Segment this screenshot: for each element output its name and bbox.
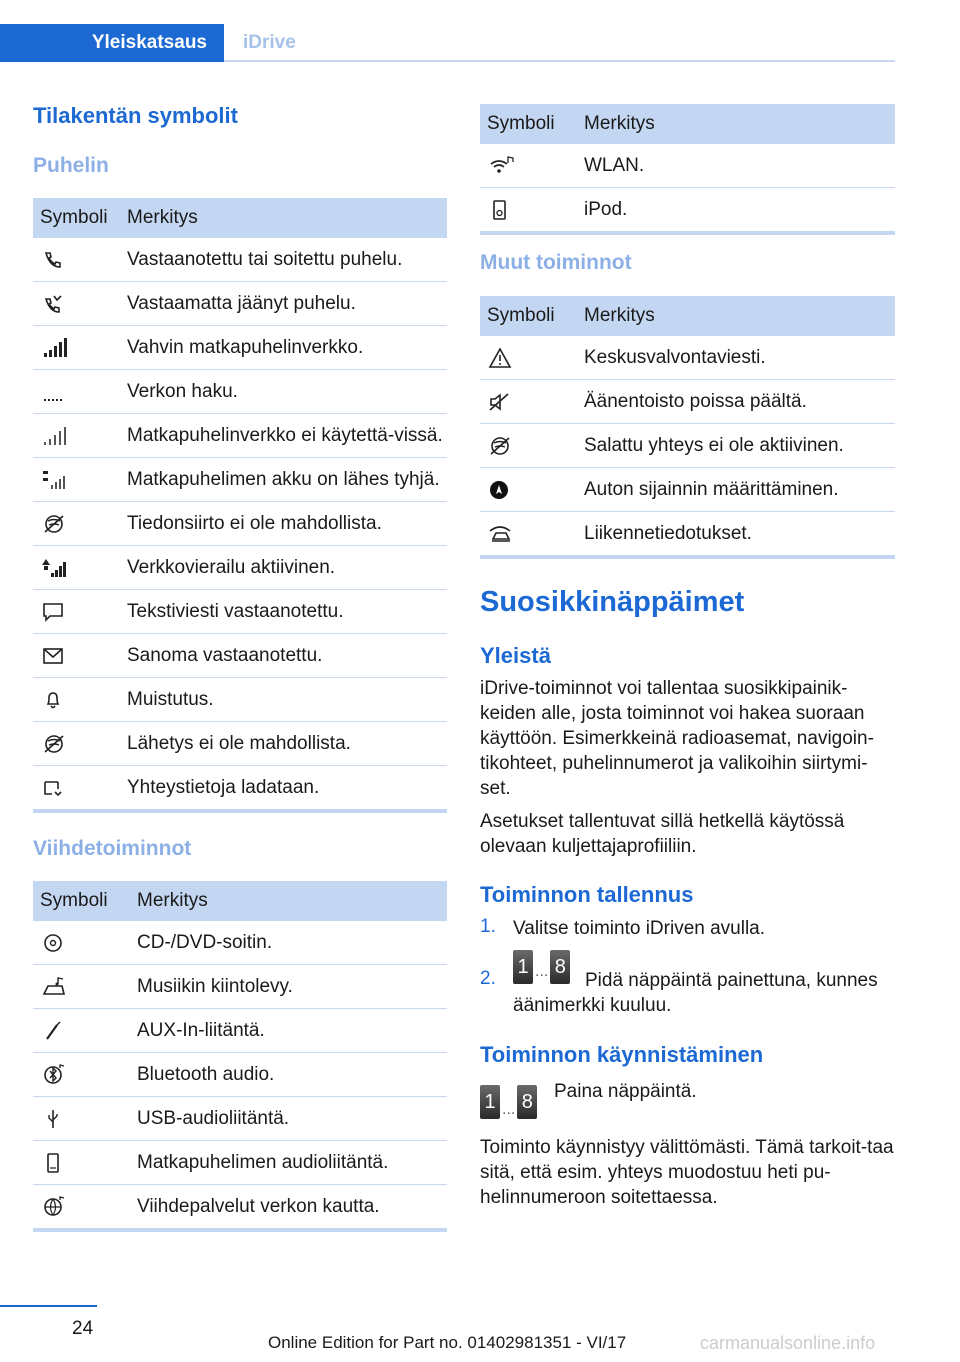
phone-symbol-table	[33, 198, 447, 813]
column-header-symbol: Symboli	[33, 881, 130, 921]
wlan-icon	[487, 155, 515, 177]
text-message-icon	[40, 601, 68, 623]
table-row	[33, 1141, 447, 1185]
tab-yleiskatsaus[interactable]: Yleiskatsaus	[0, 24, 224, 62]
row-meaning: Matkapuhelimen akku on lähes tyhjä.	[120, 458, 447, 502]
table-row	[33, 414, 447, 458]
media-symbol-table	[480, 104, 895, 235]
music-harddisk-icon	[40, 976, 68, 998]
row-meaning: Vastaamatta jäänyt puhelu.	[120, 282, 447, 326]
location-icon	[487, 479, 515, 501]
step-number: 2.	[480, 968, 496, 989]
row-meaning: Muistutus.	[120, 678, 447, 722]
roaming-icon	[40, 557, 68, 579]
table-row	[33, 502, 447, 546]
low-battery-icon	[40, 469, 68, 491]
row-meaning: Vastaanotettu tai soitettu puhelu.	[120, 238, 447, 282]
step-text: Pidä näppäintä painettuna, kunnes äänimerkki kuuluu.	[513, 970, 878, 1016]
table-row	[33, 282, 447, 326]
bell-icon	[40, 689, 68, 711]
start-text: Paina näppäintä.	[554, 1081, 697, 1102]
table-row	[480, 424, 895, 468]
usb-icon	[40, 1108, 68, 1130]
entertainment-heading: Viihdetoiminnot	[33, 837, 192, 860]
edition-text: Online Edition for Part no. 01402981351 - VI/17	[268, 1333, 627, 1352]
table-row	[33, 590, 447, 634]
general-heading: Yleistä	[480, 643, 551, 668]
disc-icon	[40, 932, 68, 954]
table-row	[480, 336, 895, 380]
column-header-meaning: Merkitys	[120, 198, 447, 238]
table-row	[33, 546, 447, 590]
transfer-disabled-icon	[40, 513, 68, 535]
column-header-meaning: Merkitys	[577, 296, 895, 336]
phone-audio-icon	[40, 1152, 68, 1174]
table-row	[480, 144, 895, 188]
row-meaning: Verkkovierailu aktiivinen.	[120, 546, 447, 590]
traffic-info-icon	[487, 523, 515, 545]
header-bar	[0, 0, 960, 62]
row-meaning: Salattu yhteys ei ole aktiivinen.	[577, 424, 895, 468]
row-meaning: Viihdepalvelut verkon kautta.	[130, 1185, 447, 1231]
watermark: carmanualsonline.info	[700, 1333, 876, 1353]
row-meaning: AUX-In-liitäntä.	[130, 1009, 447, 1053]
favorites-intro-paragraph: iDrive-toiminnot voi tallentaa suosikkipainik-keiden alle, josta toiminnot voi hakea suoraan käyttöön. Esimerkkeinä radioasemat, navigoin-tikohteet, puhelinnumerot ja valikoihin siirtymi-set.	[480, 678, 874, 799]
column-header-symbol: Symboli	[33, 198, 120, 238]
table-row	[33, 965, 447, 1009]
table-row	[480, 380, 895, 424]
table-row	[33, 326, 447, 370]
entertainment-symbol-table	[33, 881, 447, 1232]
step-text: Valitse toiminto iDriven avulla.	[513, 918, 766, 939]
footer-divider	[0, 1305, 97, 1307]
table-row	[33, 678, 447, 722]
bluetooth-audio-icon	[40, 1064, 68, 1086]
table-row	[33, 766, 447, 812]
row-meaning: Yhteystietoja ladataan.	[120, 766, 447, 812]
row-meaning: Bluetooth audio.	[130, 1053, 447, 1097]
start-function-heading: Toiminnon käynnistäminen	[480, 1042, 764, 1067]
row-meaning: Vahvin matkapuhelinverkko.	[120, 326, 447, 370]
table-row	[33, 1185, 447, 1231]
table-row	[33, 458, 447, 502]
no-network-icon	[40, 425, 68, 447]
table-row	[33, 238, 447, 282]
row-meaning: Sanoma vastaanotettu.	[120, 634, 447, 678]
table-row	[480, 468, 895, 512]
row-meaning: Keskusvalvontaviesti.	[577, 336, 895, 380]
other-functions-heading: Muut toiminnot	[480, 251, 632, 274]
network-search-icon	[40, 381, 68, 403]
encryption-off-icon	[487, 435, 515, 457]
row-meaning: Musiikin kiintolevy.	[130, 965, 447, 1009]
contacts-loading-icon	[40, 777, 68, 799]
row-meaning: Matkapuhelimen audioliitäntä.	[130, 1141, 447, 1185]
step-number: 1.	[480, 916, 496, 937]
favorites-title: Suosikkinäppäimet	[480, 586, 745, 618]
start-keys	[480, 1085, 537, 1119]
favorite-key-1[interactable]: 1	[480, 1085, 500, 1119]
send-disabled-icon	[40, 733, 68, 755]
row-meaning: Verkon haku.	[120, 370, 447, 414]
page-number: 24	[72, 1318, 94, 1339]
table-row	[480, 188, 895, 234]
save-function-heading: Toiminnon tallennus	[480, 882, 694, 907]
table-row	[33, 1009, 447, 1053]
table-row	[33, 370, 447, 414]
online-entertainment-icon	[40, 1196, 68, 1218]
column-header-meaning: Merkitys	[577, 104, 895, 144]
aux-plug-icon	[40, 1020, 68, 1042]
row-meaning: CD-/DVD-soitin.	[130, 921, 447, 965]
table-row	[480, 512, 895, 558]
other-symbol-table	[480, 296, 895, 559]
header-divider	[224, 60, 895, 62]
row-meaning: Matkapuhelinverkko ei käytettä-vissä.	[120, 414, 447, 458]
signal-strength-icon	[40, 337, 68, 359]
envelope-icon	[40, 645, 68, 667]
start-explanation-paragraph: Toiminto käynnistyy välittömästi. Tämä tarkoit-taa sitä, että esim. yhteys muodostuu heti pu-helinnumeroon soitettaessa.	[480, 1137, 894, 1208]
warning-triangle-icon	[487, 347, 515, 369]
table-row	[33, 722, 447, 766]
section-title-status-symbols: Tilakentän symbolit	[33, 103, 238, 128]
ipod-icon	[487, 199, 515, 221]
phone-handset-icon	[40, 249, 68, 271]
key-range-dots: ...	[535, 963, 549, 980]
table-row	[33, 1053, 447, 1097]
row-meaning: Liikennetiedotukset.	[577, 512, 895, 558]
row-meaning: WLAN.	[577, 144, 895, 188]
column-header-symbol: Symboli	[480, 296, 577, 336]
profile-paragraph: Asetukset tallentuvat sillä hetkellä käytössä olevaan kuljettajaprofiiliin.	[480, 811, 845, 857]
table-row	[33, 634, 447, 678]
speaker-off-icon	[487, 391, 515, 413]
favorite-key-8[interactable]: 8	[517, 1085, 537, 1119]
table-row	[33, 921, 447, 965]
key-range-dots: ...	[502, 1101, 516, 1118]
row-meaning: Lähetys ei ole mahdollista.	[120, 722, 447, 766]
row-meaning: iPod.	[577, 188, 895, 234]
missed-call-icon	[40, 293, 68, 315]
favorite-key-1[interactable]: 1	[513, 950, 533, 984]
row-meaning: USB-audioliitäntä.	[130, 1097, 447, 1141]
column-header-meaning: Merkitys	[130, 881, 447, 921]
column-header-symbol: Symboli	[480, 104, 577, 144]
row-meaning: Tekstiviesti vastaanotettu.	[120, 590, 447, 634]
row-meaning: Tiedonsiirto ei ole mahdollista.	[120, 502, 447, 546]
favorite-key-8[interactable]: 8	[550, 950, 570, 984]
phone-heading: Puhelin	[33, 154, 109, 177]
table-row	[33, 1097, 447, 1141]
row-meaning: Äänentoisto poissa päältä.	[577, 380, 895, 424]
tab-idrive[interactable]: iDrive	[243, 32, 296, 53]
row-meaning: Auton sijainnin määrittäminen.	[577, 468, 895, 512]
